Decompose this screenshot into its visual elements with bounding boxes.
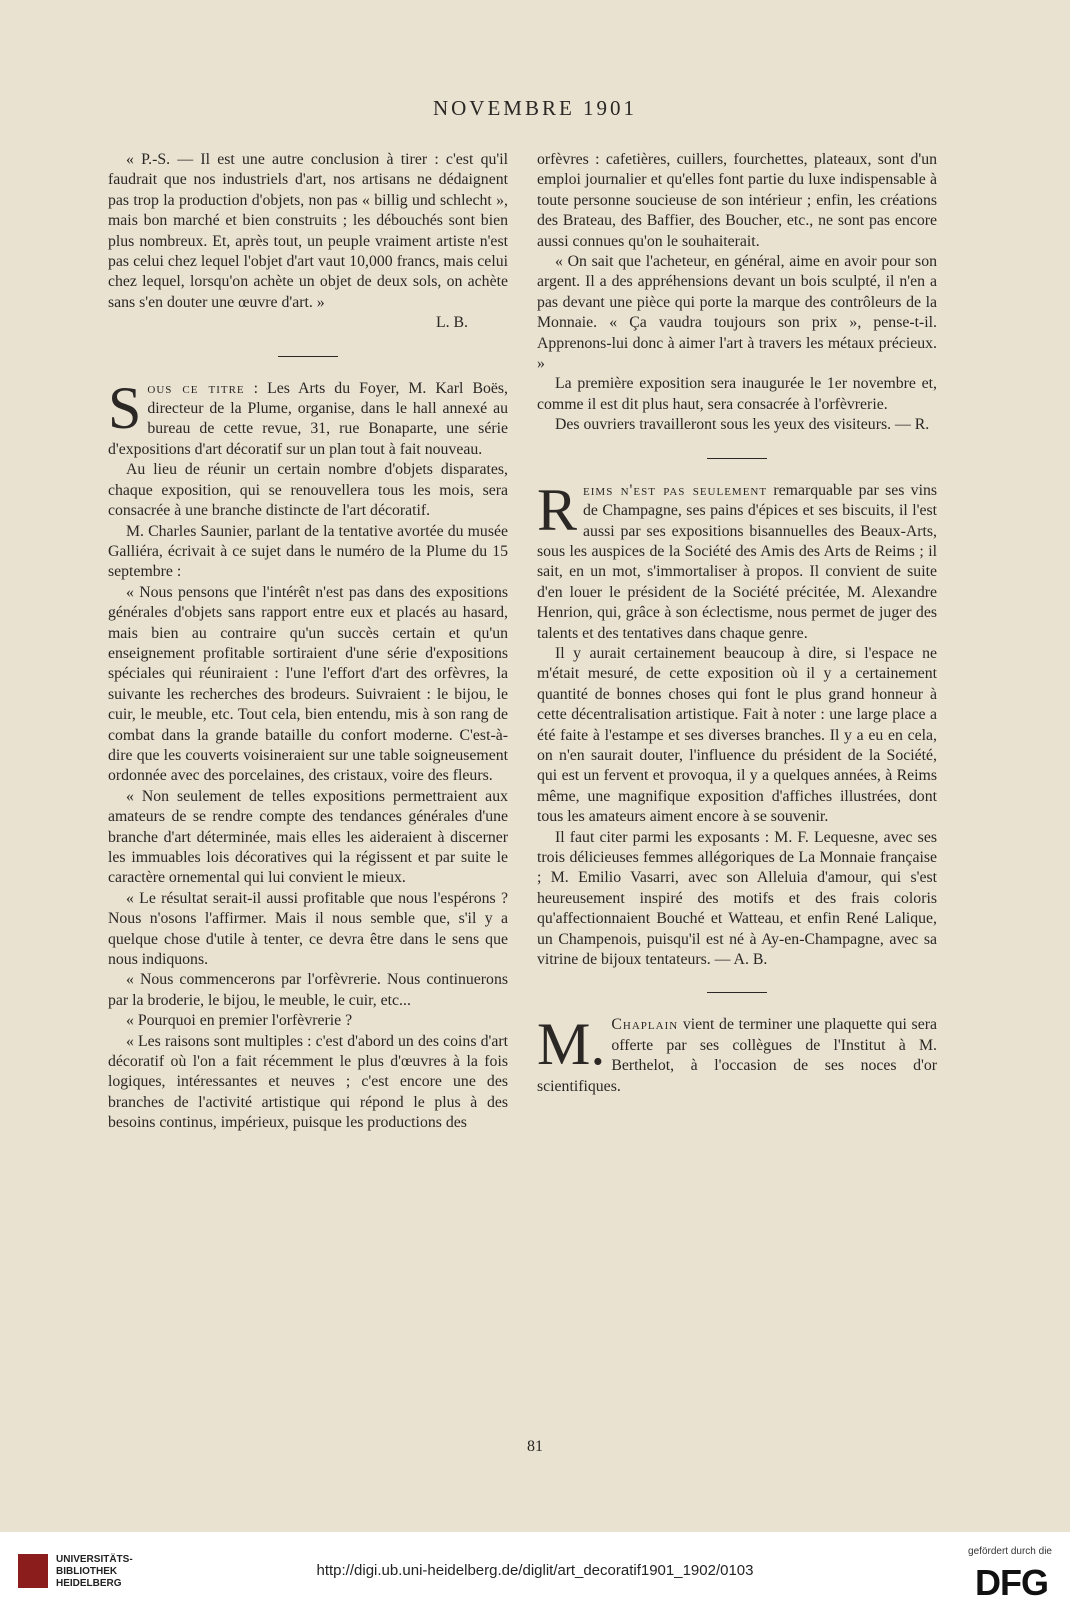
paragraph: « Les raisons sont multiples : c'est d'abord un des coins d'art décoratif où l'on a fait récemment le plus d'œuvres à la fois logiques, intéressantes et neuves ; c'est encore une des branches de l'activité artistique qui répond le plus à des besoins continus, impérieux, puisque les productions des — [108, 1032, 508, 1132]
footer-bar — [0, 1532, 1070, 1612]
postscript-paragraph: « P.-S. — Il est une autre conclusion à tirer : c'est qu'il faudrait que nos industriels d'art, nos artisans ne dédaignent pas trop la production d'objets, non pas « billig und schlecht », mais bon marché et bien construits ; les débouchés sont bien plus nombreux. Et, après tout, un peuple vraiment artiste n'est pas celui chez lequel l'objet d'art vaut 10,000 francs, mais celui chez lequel, lorsqu'on achète un objet de deux sols, on achète sans s'en douter une œuvre d'art. » — [108, 151, 508, 311]
paragraph: « Nous commencerons par l'orfèvrerie. Nous continuerons par la broderie, le bijou, le meuble, le cuir, etc... — [108, 971, 508, 1009]
paragraph: La première exposition sera inaugurée le 1er novembre et, comme il est dit plus haut, sera consacrée à l'orfèvrerie. — [537, 375, 937, 413]
section-divider — [278, 356, 338, 357]
paragraph: Des ouvriers travailleront sous les yeux des visiteurs. — R. — [555, 416, 930, 434]
paragraph: « Pourquoi en premier l'orfèvrerie ? — [126, 1012, 353, 1030]
paragraph-text: vient de terminer une plaquette qui sera offerte par ses collègues de l'Institut à M. Berthelot, à l'occasion de ses noces d'or scientifiques. — [537, 1016, 937, 1095]
lead-small-caps: ous ce titre — [147, 379, 245, 397]
paragraph: « Le résultat serait-il aussi profitable que nous l'espérons ? Nous n'osons l'affirmer. Mais il nous semble que, s'il y a quelque chose d'utile à tenter, ce devra être dans le sens que nous indiquons. — [108, 889, 508, 969]
paragraph-text: remarquable par ses vins de Champagne, ses pains d'épices et ses biscuits, il l'est aussi par ses expositions bisannuelles des Beaux-Arts, sous les auspices de la Société des Amis des Arts de Reims ; il sait, en un mot, s'immortaliser à propos. Il convient de suite d'en louer le président de la Société précitée, M. Alexandre Henrion, qui, grâce à son éclectisme, nous permet de juger des talents et des tentatives dans chaque genre. — [537, 481, 938, 642]
paragraph: « On sait que l'acheteur, en général, aime en avoir pour son argent. Il a des appréhensions devant un bois sculpté, il n'en a pas devant une pièce qui porte la marque des contrôleurs de la Monnaie. « Ça vaudra toujours son prix », pense-t-il. Apprenons-lui donc à aimer l'art à travers les métaux précieux. » — [537, 253, 937, 373]
paragraph-text: : Les Arts du Foyer, M. Karl Boës, directeur de la Plume, organise, dans le hall annexé au bureau de cette revue, 31, rue Bonaparte, une série d'expositions d'art décoratif sur un plan tout à fait nouveau. — [108, 379, 508, 458]
paragraph: Au lieu de réunir un certain nombre d'objets disparates, chaque exposition, qui se renouvellera tous les mois, sera consacrée à une branche distincte de l'art décoratif. — [108, 461, 508, 520]
right-column — [537, 150, 937, 1097]
arts-du-foyer-paragraph — [108, 374, 508, 461]
paragraph: Il y aurait certainement beaucoup à dire, si l'espace ne m'était mesuré, de cette exposition où il y a certainement quantité de bonnes choses qui font le plus grand honneur à cette décentralisation artistique. Fait à noter : une large place a été faite à l'estampe et ses diverses branches. Il y a eu en cela, on n'en saurait douter, l'influence du président de la Société, qui est un fervent et provoqua, il y a quelques années, à Reims même, une magnifique exposition d'affiches illustrées, dont tous les amateurs aiment encore à se souvenir. — [537, 644, 937, 826]
paragraph: M. Charles Saunier, parlant de la tentative avortée du musée Galliéra, écrivait à ce sujet dans le numéro de la Plume du 15 septembre : — [108, 522, 508, 581]
institution-name: UNIVERSITÄTS-BIBLIOTHEK HEIDELBERG — [56, 1554, 133, 1589]
section-divider — [707, 992, 767, 993]
lead-small-caps: Chaplain — [611, 1016, 679, 1034]
drop-cap: S — [108, 374, 142, 441]
source-url-link[interactable]: http://digi.ub.uni-heidelberg.de/diglit/art_decoratif1901_1902/0103 — [316, 1562, 754, 1579]
paragraph: « Nous pensons que l'intérêt n'est pas dans des expositions générales d'objets sans rapport entre eux et placés au hasard, mais bien au contraire qu'un succès certain et qu'un enseignement profitable sortiraient d'une série d'expositions spéciales qui réuniraient : l'une l'effort d'art des orfèvres, la suivante les recherches des brodeurs. Suivraient : le bijou, le cuir, le meuble, etc. Tout cela, bien entendu, mis à son rang de combat dans la grande bataille du confort moderne. C'est-à-dire que les couverts voisineraient sur une table soigneusement ordonnée avec des porcelaines, des cristaux, voire des fleurs. — [108, 583, 508, 785]
dfg-logo: DFG — [975, 1562, 1048, 1603]
lead-small-caps: eims n'est pas seulement — [583, 481, 768, 499]
section-divider — [707, 458, 767, 459]
postscript-signature: L. B. — [435, 314, 468, 332]
chaplain-paragraph — [537, 1011, 937, 1097]
page-header: NOVEMBRE 1901 — [432, 96, 638, 120]
reims-paragraph — [537, 476, 938, 644]
paragraph: orfèvres : cafetières, cuillers, fourchettes, plateaux, sont d'un emploi journalier et qu'elles font partie du luxe indispensable à toute personne soucieuse de son intérieur ; enfin, les créations des Brateau, des Baffier, des Boucher, etc., ne sont pas encore aussi connues qu'on le souhaiterait. — [537, 151, 937, 250]
drop-cap: R — [537, 476, 578, 543]
drop-cap: M. — [537, 1011, 606, 1078]
page-number: 81 — [527, 1438, 543, 1455]
left-column — [108, 150, 508, 1134]
paragraph: « Non seulement de telles expositions permettraient aux amateurs de se rendre compte des tendances générales d'une branche d'art déterminée, mais elles les aideraient à discerner les immuables lois décoratives qui la régissent et par suite le caractère ornemental qui lui convient le mieux. — [108, 787, 508, 887]
funder-text: gefördert durch die — [968, 1546, 1052, 1557]
paragraph: Il faut citer parmi les exposants : M. F. Lequesne, avec ses trois délicieuses femmes allégoriques de La Monnaie française ; M. Emilio Vasarri, avec son Alleluia d'amour, qui s'est heureusement inspiré des motifs et des frais coloris qu'affectionnaient Bouché et Watteau, et enfin René Lalique, un Champenois, puisqu'il est né à Ay-en-Champagne, avec sa vitrine de bijoux tentateurs. — A. B. — [537, 828, 937, 969]
